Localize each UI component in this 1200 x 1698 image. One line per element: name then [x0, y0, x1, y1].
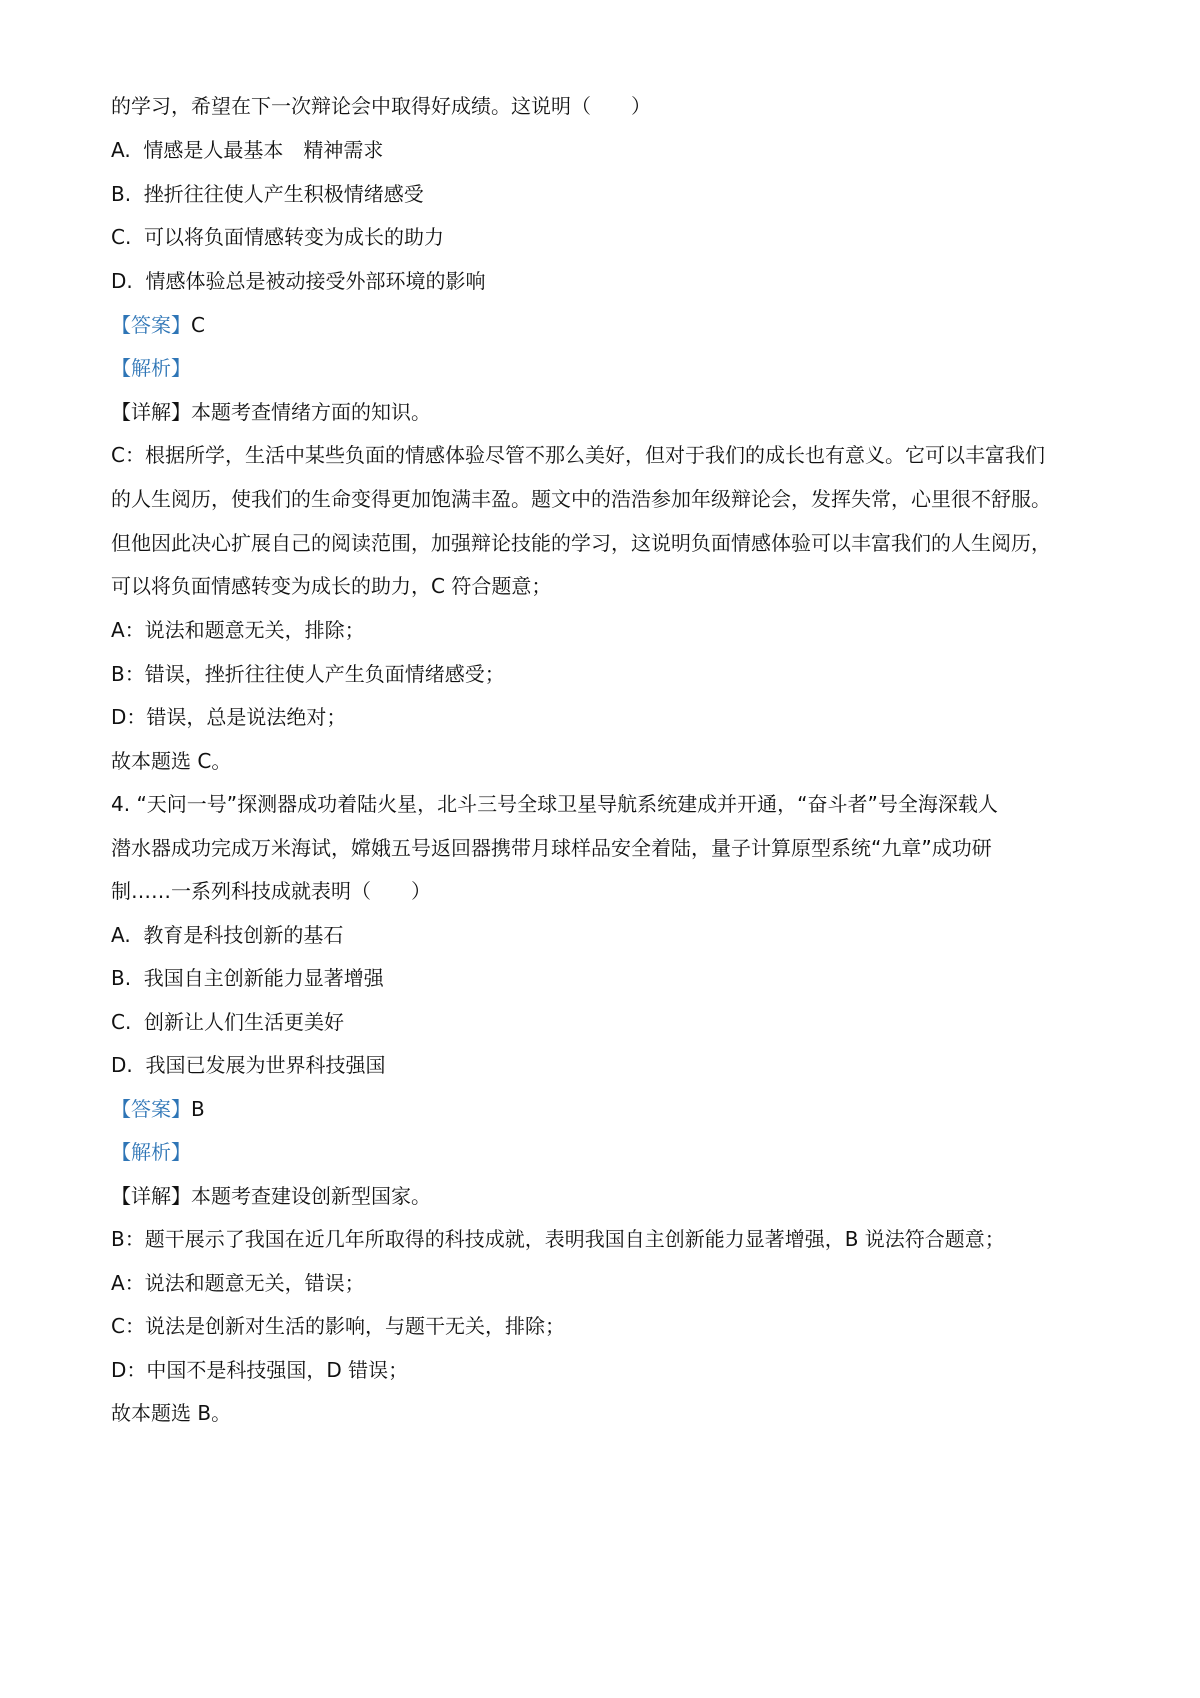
q4-detail: 【详解】本题考查建设创新型国家。 [111, 1184, 431, 1208]
q4-explanation-line: A：说法和题意无关，错误； [111, 1271, 365, 1295]
q3-explanation-line: A：说法和题意无关，排除； [111, 618, 365, 642]
q3-explanation-line: B：错误，挫折往往使人产生负面情绪感受； [111, 662, 505, 686]
q4-explanation-line: C：说法是创新对生活的影响，与题干无关，排除； [111, 1314, 565, 1338]
q3-option-c: C. 可以将负面情感转变为成长的助力 [111, 225, 445, 249]
q4-explanation-line: B：题干展示了我国在近几年所取得的科技成就，表明我国自主创新能力显著增强，B 说法符合题意； [111, 1227, 1005, 1251]
answer-value: C [191, 313, 205, 337]
q3-option-a: A. 情感是人最基本 精神需求 [111, 138, 384, 162]
answer-label: 【答案】 [111, 313, 191, 337]
q4-option-a: A. 教育是科技创新的基石 [111, 923, 344, 947]
q3-explanation-line: 可以将负面情感转变为成长的助力，C 符合题意； [111, 574, 552, 598]
q3-answer [111, 311, 205, 339]
q4-conclusion: 故本题选 B。 [111, 1401, 232, 1425]
q4-option-d: D. 我国已发展为世界科技强国 [111, 1053, 386, 1077]
q4-answer [111, 1095, 205, 1123]
q4-analysis-label: 【解析】 [111, 1140, 191, 1164]
q3-analysis-label: 【解析】 [111, 356, 191, 380]
q4-stem-line: 制……一系列科技成就表明（ ） [111, 879, 431, 903]
answer-value: B [191, 1097, 205, 1121]
answer-label: 【答案】 [111, 1097, 191, 1121]
q4-explanation-line: D：中国不是科技强国，D 错误； [111, 1358, 409, 1382]
q3-explanation-line: 的人生阅历，使我们的生命变得更加饱满丰盈。题文中的浩浩参加年级辩论会，发挥失常，心里很不舒服。 [111, 487, 1051, 511]
q3-option-d: D. 情感体验总是被动接受外部环境的影响 [111, 269, 486, 293]
q4-stem-line: 4. “天问一号”探测器成功着陆火星，北斗三号全球卫星导航系统建成并开通，“奋斗者”号全海深载人 [111, 792, 998, 816]
q3-option-b: B. 挫折往往使人产生积极情绪感受 [111, 182, 424, 206]
q4-stem-line: 潜水器成功完成万米海试，嫦娥五号返回器携带月球样品安全着陆，量子计算原型系统“九章”成功研 [111, 836, 992, 860]
q3-detail: 【详解】本题考查情绪方面的知识。 [111, 400, 431, 424]
q4-option-b: B. 我国自主创新能力显著增强 [111, 966, 384, 990]
q3-conclusion: 故本题选 C。 [111, 749, 232, 773]
q3-explanation-line: 但他因此决心扩展自己的阅读范围，加强辩论技能的学习，这说明负面情感体验可以丰富我们的人生阅历， [111, 531, 1051, 555]
q3-explanation-line: C：根据所学，生活中某些负面的情感体验尽管不那么美好，但对于我们的成长也有意义。它可以丰富我们 [111, 443, 1045, 467]
q4-option-c: C. 创新让人们生活更美好 [111, 1010, 345, 1034]
q3-explanation-line: D：错误，总是说法绝对； [111, 705, 347, 729]
q3-stem-tail: 的学习，希望在下一次辩论会中取得好成绩。这说明（ ） [111, 94, 651, 118]
